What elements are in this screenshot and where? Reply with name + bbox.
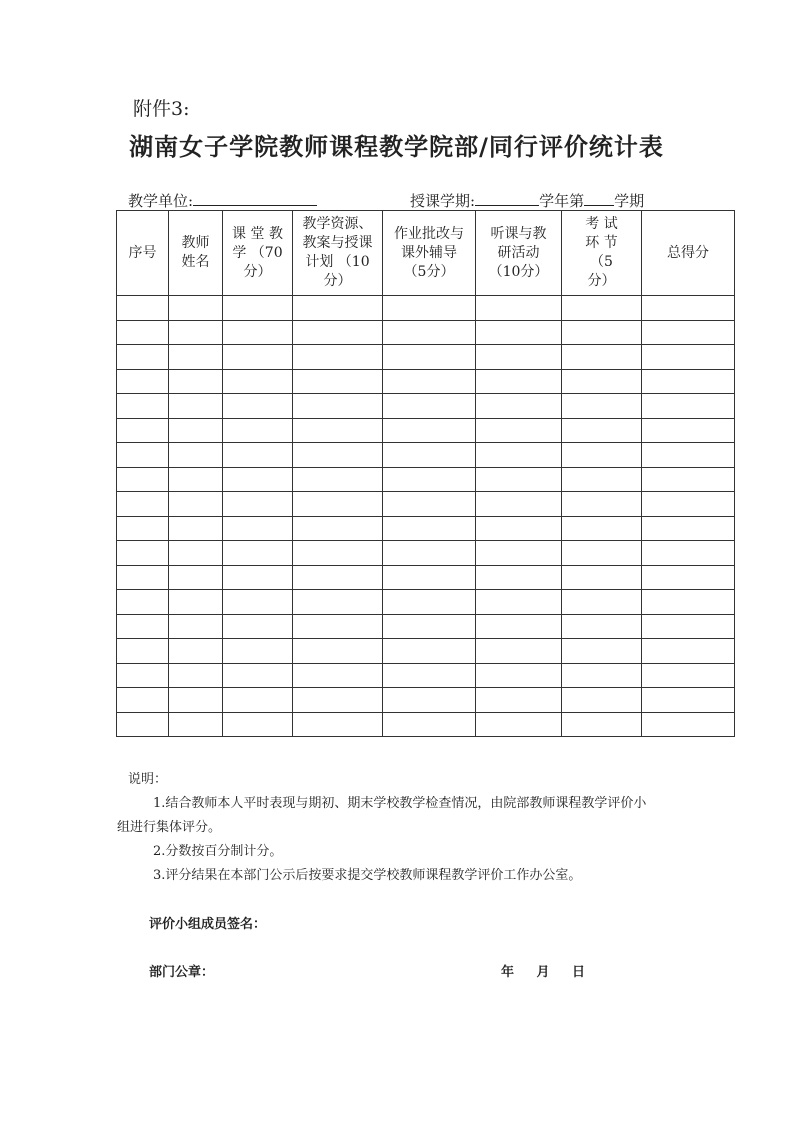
table-cell[interactable]: [642, 492, 735, 517]
header-exam: 考 试 环 节 （5分）: [562, 211, 642, 296]
table-cell[interactable]: [562, 712, 642, 737]
table-cell[interactable]: [223, 688, 293, 713]
table-cell[interactable]: [383, 467, 476, 492]
table-cell[interactable]: [169, 639, 223, 664]
table-cell[interactable]: [642, 345, 735, 370]
table-cell[interactable]: [223, 443, 293, 468]
table-cell[interactable]: [293, 639, 383, 664]
table-cell[interactable]: [117, 394, 169, 419]
table-cell[interactable]: [117, 467, 169, 492]
table-header-row: [117, 211, 735, 296]
table-cell[interactable]: [169, 394, 223, 419]
table-cell[interactable]: [223, 712, 293, 737]
table-cell[interactable]: [476, 418, 562, 443]
table-row: [117, 418, 735, 443]
table-cell[interactable]: [562, 296, 642, 321]
table-cell[interactable]: [117, 614, 169, 639]
table-row: [117, 565, 735, 590]
table-cell[interactable]: [223, 369, 293, 394]
table-row: [117, 443, 735, 468]
teaching-unit-field: [128, 190, 317, 211]
header-total-score: 总得分: [642, 211, 735, 296]
table-cell[interactable]: [169, 663, 223, 688]
table-cell[interactable]: [223, 320, 293, 345]
table-cell[interactable]: [383, 688, 476, 713]
table-cell[interactable]: [562, 418, 642, 443]
table-cell[interactable]: [562, 541, 642, 566]
table-cell[interactable]: [293, 565, 383, 590]
year-suffix-label: 学年第: [539, 192, 585, 210]
table-cell[interactable]: [562, 492, 642, 517]
table-cell[interactable]: [476, 394, 562, 419]
term-label: 授课学期:: [410, 192, 476, 210]
table-cell[interactable]: [642, 639, 735, 664]
table-cell[interactable]: [642, 443, 735, 468]
table-cell[interactable]: [562, 516, 642, 541]
table-cell[interactable]: [476, 467, 562, 492]
table-cell[interactable]: [562, 443, 642, 468]
table-cell[interactable]: [223, 296, 293, 321]
table-cell[interactable]: [642, 614, 735, 639]
table-cell[interactable]: [223, 394, 293, 419]
table-row: [117, 516, 735, 541]
table-cell[interactable]: [293, 541, 383, 566]
table-cell[interactable]: [476, 345, 562, 370]
table-cell[interactable]: [293, 712, 383, 737]
table-row: [117, 712, 735, 737]
table-cell[interactable]: [169, 418, 223, 443]
table-row: [117, 394, 735, 419]
table-cell[interactable]: [117, 663, 169, 688]
table-cell[interactable]: [383, 345, 476, 370]
table-cell[interactable]: [476, 516, 562, 541]
table-cell[interactable]: [642, 394, 735, 419]
table-cell[interactable]: [642, 516, 735, 541]
table-cell[interactable]: [383, 492, 476, 517]
table-row: [117, 369, 735, 394]
academic-year-blank[interactable]: [475, 191, 539, 206]
table-cell[interactable]: [476, 541, 562, 566]
table-cell[interactable]: [169, 345, 223, 370]
table-cell[interactable]: [476, 443, 562, 468]
table-cell[interactable]: [383, 369, 476, 394]
table-cell[interactable]: [293, 345, 383, 370]
table-cell[interactable]: [642, 688, 735, 713]
table-cell[interactable]: [117, 516, 169, 541]
table-cell[interactable]: [383, 639, 476, 664]
note-item-3: 3.评分结果在本部门公示后按要求提交学校教师课程教学评价工作办公室。: [153, 868, 582, 883]
table-row: [117, 688, 735, 713]
table-cell[interactable]: [476, 492, 562, 517]
table-cell[interactable]: [383, 516, 476, 541]
table-cell[interactable]: [169, 516, 223, 541]
table-cell[interactable]: [642, 296, 735, 321]
table-cell[interactable]: [293, 590, 383, 615]
semester-blank[interactable]: [584, 191, 614, 206]
table-row: [117, 614, 735, 639]
table-cell[interactable]: [223, 590, 293, 615]
table-cell[interactable]: [169, 467, 223, 492]
table-row: [117, 296, 735, 321]
table-cell[interactable]: [117, 418, 169, 443]
note-item-1-continued: 组进行集体评分。: [117, 820, 222, 835]
table-row: [117, 541, 735, 566]
table-cell[interactable]: [476, 639, 562, 664]
table-cell[interactable]: [642, 369, 735, 394]
table-cell[interactable]: [476, 565, 562, 590]
table-cell[interactable]: [476, 369, 562, 394]
header-lecture-research: 听课与教研活动 （10分）: [476, 211, 562, 296]
table-cell[interactable]: [562, 639, 642, 664]
table-cell[interactable]: [383, 541, 476, 566]
table-cell[interactable]: [117, 369, 169, 394]
annex-label: 附件3:: [133, 98, 190, 120]
table-cell[interactable]: [562, 320, 642, 345]
table-cell[interactable]: [223, 492, 293, 517]
table-cell[interactable]: [383, 663, 476, 688]
table-cell[interactable]: [169, 614, 223, 639]
table-cell[interactable]: [383, 296, 476, 321]
page-title: 湖南女子学院教师课程教学院部/同行评价统计表: [129, 133, 664, 161]
table-cell[interactable]: [642, 590, 735, 615]
header-teaching-resources: 教学资源、教案与授课计划 （10分）: [293, 211, 383, 296]
teaching-unit-blank[interactable]: [193, 191, 317, 206]
table-body: [117, 296, 735, 737]
table-cell[interactable]: [169, 712, 223, 737]
table-cell[interactable]: [383, 565, 476, 590]
table-cell[interactable]: [169, 320, 223, 345]
table-cell[interactable]: [117, 345, 169, 370]
note-item-1: 1.结合教师本人平时表现与期初、期末学校教学检查情况，由院部教师课程教学评价小: [153, 796, 647, 811]
table-row: [117, 492, 735, 517]
table-cell[interactable]: [293, 688, 383, 713]
header-classroom-teaching: 课 堂 教 学 （70 分）: [223, 211, 293, 296]
table-cell[interactable]: [169, 565, 223, 590]
date-label: 年 月 日: [501, 965, 586, 980]
table-cell[interactable]: [223, 345, 293, 370]
table-cell[interactable]: [223, 663, 293, 688]
table-cell[interactable]: [476, 320, 562, 345]
term-suffix-label: 学期: [614, 192, 645, 210]
table-cell[interactable]: [293, 614, 383, 639]
table-cell[interactable]: [223, 639, 293, 664]
table-cell[interactable]: [223, 467, 293, 492]
table-cell[interactable]: [383, 418, 476, 443]
table-cell[interactable]: [223, 418, 293, 443]
table-cell[interactable]: [562, 394, 642, 419]
table-cell[interactable]: [383, 394, 476, 419]
table-cell[interactable]: [223, 565, 293, 590]
members-signature-label: 评价小组成员签名：: [149, 917, 267, 932]
table-cell[interactable]: [117, 443, 169, 468]
table-cell[interactable]: [117, 541, 169, 566]
table-cell[interactable]: [383, 614, 476, 639]
table-cell[interactable]: [223, 614, 293, 639]
term-field: [410, 190, 644, 211]
table-cell[interactable]: [169, 443, 223, 468]
table-cell[interactable]: [223, 516, 293, 541]
table-cell[interactable]: [642, 712, 735, 737]
table-cell[interactable]: [642, 565, 735, 590]
table-cell[interactable]: [293, 516, 383, 541]
table-cell[interactable]: [117, 712, 169, 737]
table-cell[interactable]: [383, 590, 476, 615]
notes-heading: 说明：: [128, 772, 168, 787]
table-row: [117, 345, 735, 370]
table-cell[interactable]: [642, 418, 735, 443]
table-row: [117, 320, 735, 345]
table-cell[interactable]: [293, 418, 383, 443]
table-cell[interactable]: [383, 320, 476, 345]
table-cell[interactable]: [117, 565, 169, 590]
table-row: [117, 663, 735, 688]
table-cell[interactable]: [562, 688, 642, 713]
header-serial: 序号: [117, 211, 169, 296]
table-cell[interactable]: [642, 663, 735, 688]
table-cell[interactable]: [293, 467, 383, 492]
table-cell[interactable]: [562, 565, 642, 590]
header-homework-tutoring: 作业批改与课外辅导（5分）: [383, 211, 476, 296]
table-cell[interactable]: [293, 663, 383, 688]
table-cell[interactable]: [293, 296, 383, 321]
table-cell[interactable]: [293, 320, 383, 345]
table-cell[interactable]: [562, 467, 642, 492]
table-cell[interactable]: [117, 492, 169, 517]
table-cell[interactable]: [642, 467, 735, 492]
table-cell[interactable]: [293, 369, 383, 394]
table-cell[interactable]: [562, 590, 642, 615]
table-cell[interactable]: [117, 296, 169, 321]
table-cell[interactable]: [169, 492, 223, 517]
table-cell[interactable]: [169, 590, 223, 615]
table-cell[interactable]: [562, 614, 642, 639]
table-cell[interactable]: [117, 590, 169, 615]
table-cell[interactable]: [476, 296, 562, 321]
table-cell[interactable]: [562, 369, 642, 394]
table-cell[interactable]: [169, 541, 223, 566]
table-cell[interactable]: [562, 663, 642, 688]
table-cell[interactable]: [117, 320, 169, 345]
table-cell[interactable]: [169, 296, 223, 321]
table-cell[interactable]: [293, 492, 383, 517]
table-row: [117, 639, 735, 664]
table-cell[interactable]: [293, 443, 383, 468]
table-cell[interactable]: [476, 614, 562, 639]
table-cell[interactable]: [642, 320, 735, 345]
table-cell[interactable]: [169, 688, 223, 713]
table-cell[interactable]: [223, 541, 293, 566]
teaching-unit-label: 教学单位:: [128, 192, 194, 210]
table-cell[interactable]: [476, 663, 562, 688]
table-cell[interactable]: [117, 688, 169, 713]
table-cell[interactable]: [642, 541, 735, 566]
table-cell[interactable]: [476, 712, 562, 737]
department-seal-label: 部门公章：: [149, 965, 215, 980]
table-cell[interactable]: [117, 639, 169, 664]
note-item-2: 2.分数按百分制计分。: [153, 844, 283, 859]
table-row: [117, 467, 735, 492]
header-teacher-name: 教师 姓名: [169, 211, 223, 296]
table-cell[interactable]: [562, 345, 642, 370]
table-cell[interactable]: [383, 443, 476, 468]
table-cell[interactable]: [293, 394, 383, 419]
evaluation-table: [116, 210, 735, 737]
table-cell[interactable]: [383, 712, 476, 737]
table-cell[interactable]: [476, 590, 562, 615]
table-cell[interactable]: [476, 688, 562, 713]
table-row: [117, 590, 735, 615]
table-cell[interactable]: [169, 369, 223, 394]
